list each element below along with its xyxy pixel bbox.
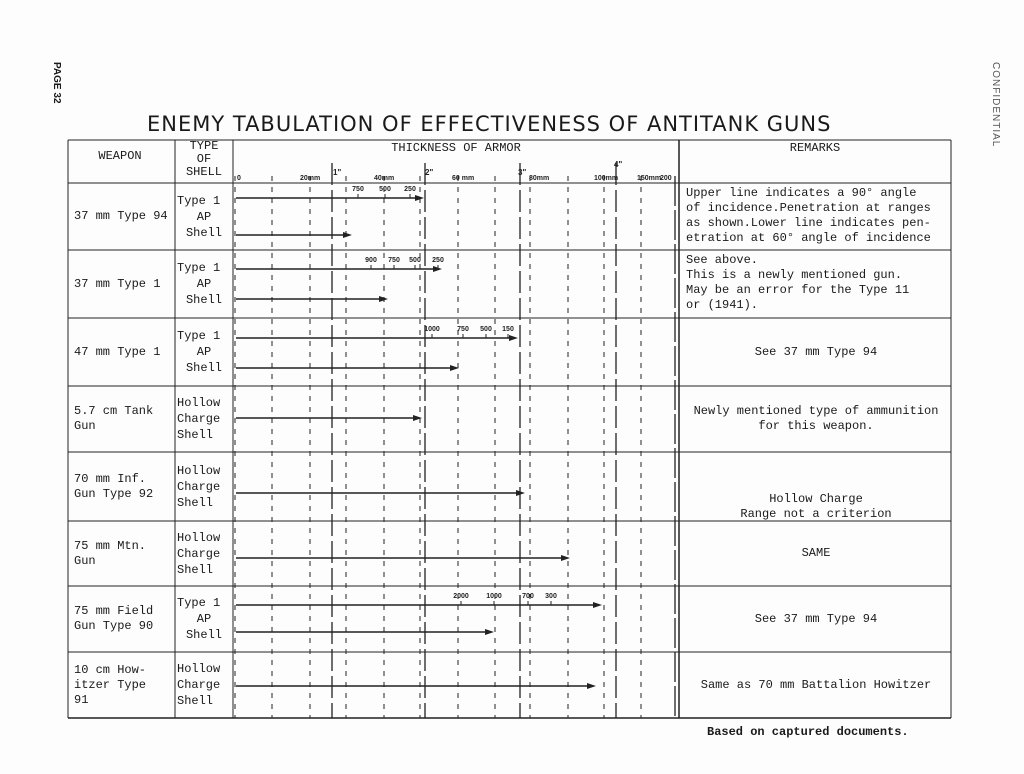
shell-line: Shell	[177, 562, 214, 577]
shell-cell	[177, 661, 231, 709]
axis-label-mm: 40mm	[374, 175, 395, 182]
shell-line: Hollow	[177, 530, 221, 545]
shell-line: Shell	[185, 361, 222, 375]
shell-line: AP	[196, 612, 212, 626]
range-label: 750	[352, 186, 364, 193]
header-thickness: THICKNESS OF ARMOR	[391, 141, 521, 155]
header-type-of-shell	[176, 140, 232, 179]
remarks-cell	[686, 186, 951, 246]
shell-line: Type 1	[177, 261, 221, 275]
axis-label-mm: 100mm	[594, 175, 619, 182]
remarks-line: See 37 mm Type 94	[754, 344, 878, 359]
weapon-cell	[74, 663, 174, 708]
axis-label-zero: 0	[237, 175, 241, 182]
shell-line: Type 1	[177, 193, 221, 208]
shell-line: Hollow	[177, 396, 221, 410]
range-label: 750	[388, 257, 400, 264]
shell-line: Shell	[177, 694, 214, 708]
weapon-cell	[74, 277, 174, 292]
shell-cell	[177, 463, 231, 511]
range-label: 250	[404, 186, 416, 193]
remarks-line: See above.	[686, 253, 759, 267]
weapon-line: 10 cm How-	[74, 662, 147, 677]
range-label: 500	[379, 186, 391, 193]
shell-line: Shell	[185, 293, 222, 307]
shell-cell	[177, 328, 231, 376]
shell-line: Charge	[177, 479, 221, 494]
weapon-line: 91	[74, 692, 89, 707]
remarks-line: or (1941).	[686, 298, 759, 312]
remarks-cell	[682, 678, 950, 693]
range-label: 1000	[486, 593, 502, 600]
shell-line: AP	[196, 345, 212, 359]
weapon-line: 37 mm Type 94	[74, 209, 168, 223]
shell-line: Charge	[177, 678, 221, 692]
range-label: 900	[365, 257, 377, 264]
shell-line: Shell	[177, 495, 214, 510]
weapon-line: 37 mm Type 1	[74, 276, 161, 291]
classification-marking: CONFIDENTIAL	[990, 62, 1001, 148]
remarks-cell	[682, 546, 950, 561]
remarks-cell	[682, 492, 950, 522]
range-label: 700	[522, 593, 534, 600]
arrow-head	[593, 602, 602, 608]
range-label: 300	[545, 593, 557, 600]
shell-line: Charge	[177, 412, 221, 426]
weapon-line: 70 mm Inf.	[74, 471, 147, 486]
weapon-cell	[74, 604, 174, 634]
range-label: 750	[457, 326, 469, 333]
shell-cell	[177, 193, 231, 241]
remarks-line: Newly mentioned type of ammunition	[693, 404, 939, 418]
remarks-line: as shown.Lower line indicates pen-	[686, 216, 931, 230]
arrow-head	[587, 683, 596, 689]
remarks-line: Range not a criterion	[740, 507, 892, 521]
remarks-line: for this weapon.	[758, 419, 874, 433]
shell-cell	[177, 530, 231, 578]
axis-label-mm: 60 mm	[452, 175, 475, 182]
shell-cell	[177, 595, 231, 643]
arrow-head	[343, 232, 352, 238]
weapon-cell	[74, 472, 174, 502]
axis-label-mm: 200	[660, 175, 672, 182]
arrow-head	[413, 415, 422, 421]
range-label: 1000	[424, 326, 440, 333]
shell-line: Shell	[185, 628, 222, 642]
axis-label-inch: 3"	[518, 168, 527, 177]
shell-line: AP	[196, 277, 212, 291]
remarks-line: of incidence.Penetration at ranges	[686, 201, 931, 215]
arrow-head	[509, 335, 518, 341]
weapon-line: Gun	[74, 553, 96, 568]
axis-label-inch: 2"	[425, 168, 434, 177]
range-label: 500	[409, 257, 421, 264]
remarks-cell	[682, 612, 950, 627]
weapon-line: 75 mm Mtn.	[74, 538, 147, 553]
axis-label-mm: 150mm	[637, 175, 662, 182]
weapon-cell	[74, 345, 174, 360]
weapon-line: 5.7 cm Tank	[74, 404, 154, 418]
header-weapon: WEAPON	[98, 149, 142, 163]
shell-line: Shell	[177, 428, 214, 442]
range-label: 2000	[453, 593, 469, 600]
shell-line: Hollow	[177, 662, 221, 676]
shell-line: AP	[196, 209, 212, 224]
remarks-line: etration at 60° angle of incidence	[686, 231, 931, 245]
remarks-cell	[686, 253, 951, 313]
header-remarks: REMARKS	[789, 141, 841, 155]
shell-line: Shell	[185, 225, 222, 240]
weapon-line: itzer Type	[74, 677, 147, 692]
weapon-line: 75 mm Field	[74, 604, 154, 618]
shell-line: Charge	[177, 546, 221, 561]
remarks-line: Same as 70 mm Battalion Howitzer	[700, 677, 932, 692]
remarks-cell	[682, 404, 950, 434]
page-title: ENEMY TABULATION OF EFFECTIVENESS OF ANTITANK GUNS	[147, 112, 832, 136]
axis-label-mm: 20mm	[300, 175, 321, 182]
weapon-line: 47 mm Type 1	[74, 344, 161, 359]
weapon-line: Gun Type 92	[74, 486, 154, 501]
shell-line: Type 1	[177, 329, 221, 343]
arrow-head	[485, 629, 494, 635]
remarks-cell	[682, 345, 950, 360]
shell-line: Hollow	[177, 463, 221, 478]
range-label: 500	[480, 326, 492, 333]
page-label: PAGE 32	[51, 62, 62, 104]
header-shell-line: SHELL	[185, 165, 222, 179]
remarks-line: May be an error for the Type 11	[686, 283, 910, 297]
weapon-cell	[74, 404, 174, 434]
shell-line: Type 1	[177, 596, 221, 610]
remarks-line: Hollow Charge	[769, 492, 863, 506]
header-type-line: TYPE	[189, 139, 219, 153]
remarks-line: This is a newly mentioned gun.	[686, 268, 903, 282]
footnote: Based on captured documents.	[707, 725, 909, 739]
remarks-line: See 37 mm Type 94	[754, 611, 878, 626]
range-label: 250	[432, 257, 444, 264]
weapon-line: Gun	[74, 419, 96, 433]
weapon-cell	[74, 209, 174, 224]
weapon-line: Gun Type 90	[74, 619, 154, 633]
shell-cell	[177, 260, 231, 308]
shell-cell	[177, 395, 231, 443]
arrow-head	[561, 555, 570, 561]
weapon-cell	[74, 539, 174, 569]
header-of-line: OF	[196, 152, 212, 166]
axis-label-inch: 4"	[614, 160, 623, 169]
remarks-line: SAME	[801, 546, 831, 560]
axis-label-inch: 1"	[333, 168, 342, 177]
remarks-line: Upper line indicates a 90° angle	[686, 186, 917, 200]
axis-label-mm: 80mm	[529, 175, 550, 182]
range-label: 150	[502, 326, 514, 333]
